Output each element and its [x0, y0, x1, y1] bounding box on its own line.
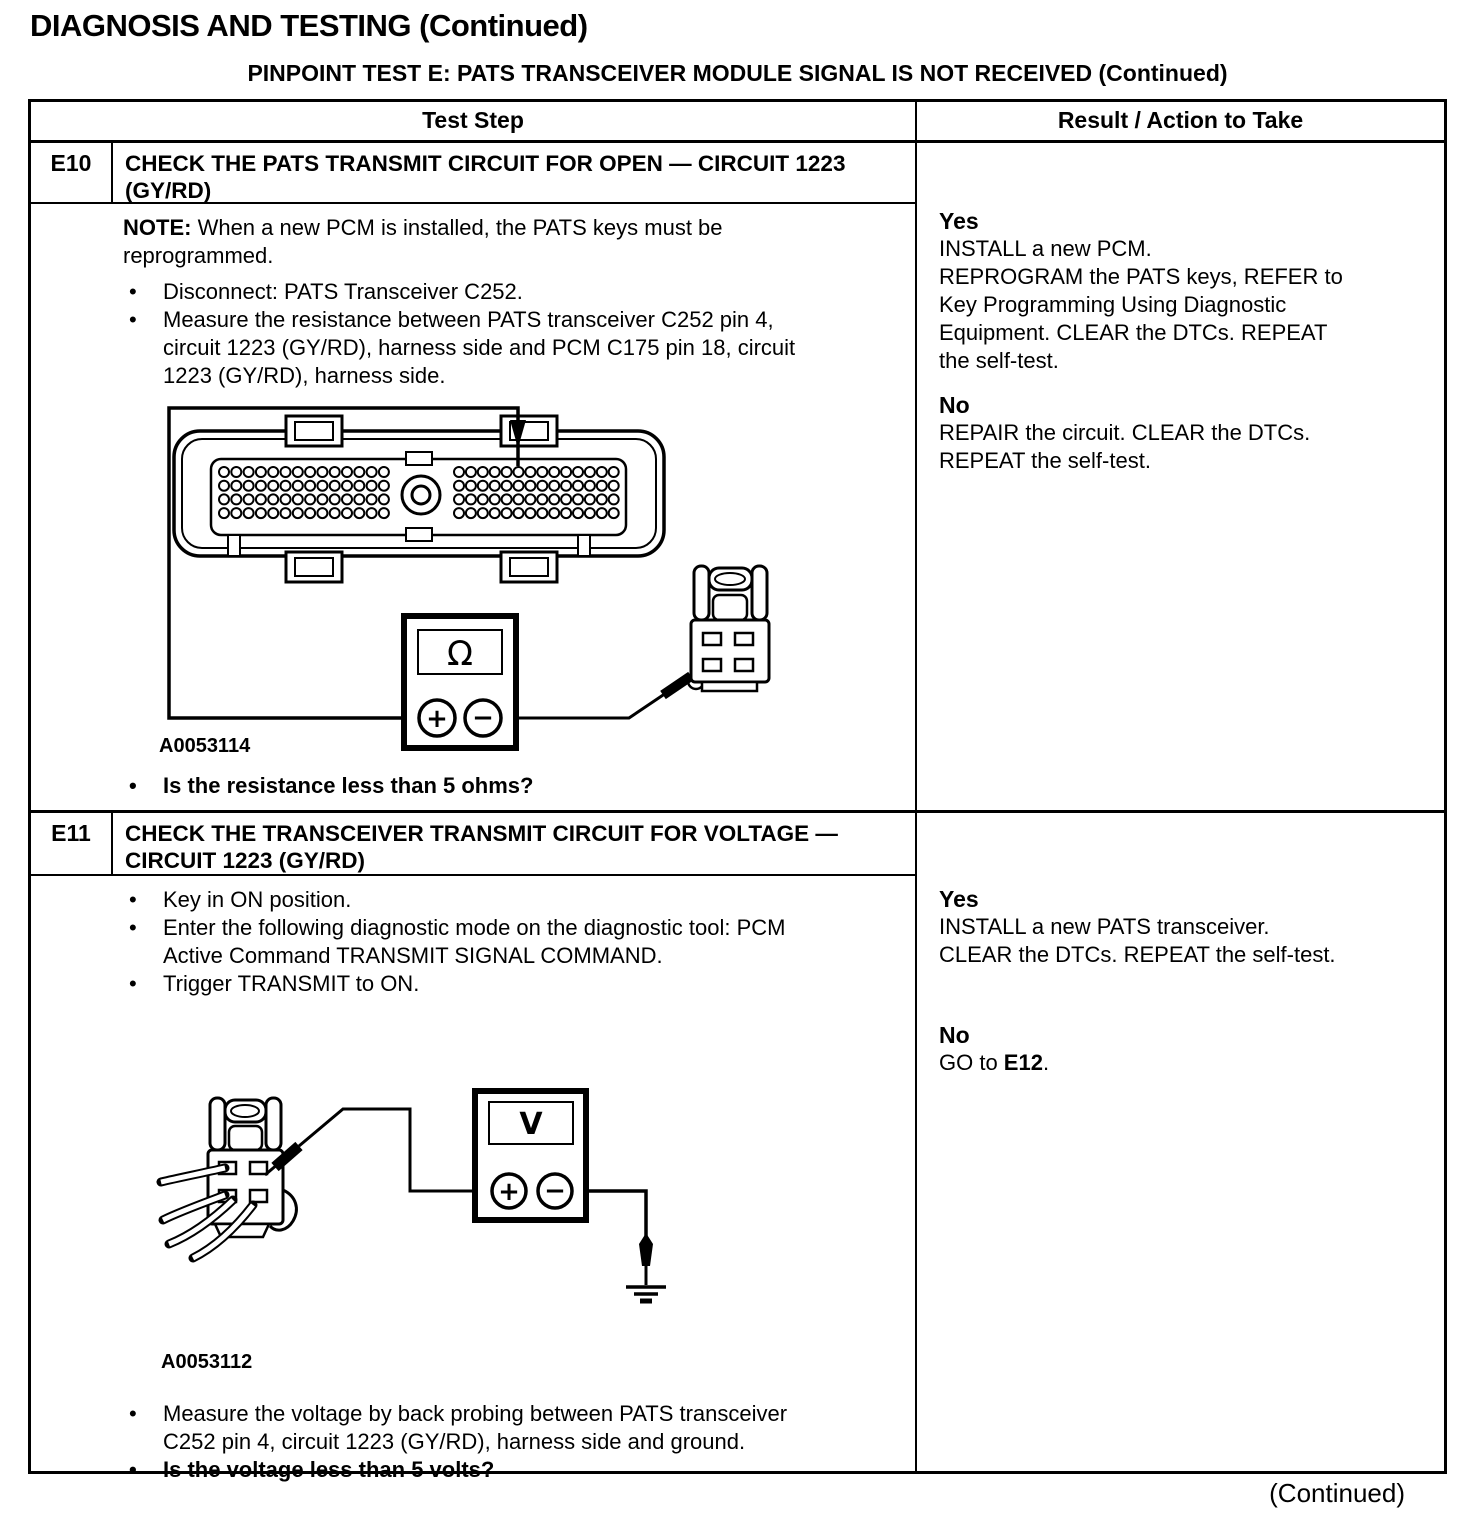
- yes-label: Yes: [939, 208, 979, 234]
- step-title: CHECK THE PATS TRANSMIT CIRCUIT FOR OPEN — CIRCUIT 1223 (GY/RD): [125, 151, 846, 203]
- list-item: • Enter the following diagnostic mode on the diagnostic tool: PCM Active Command TRANSMIT SIGNAL COMMAND.: [123, 914, 835, 970]
- svg-text:−: −: [472, 703, 494, 733]
- svg-text:−: −: [544, 1176, 566, 1206]
- go-to-step: E12: [1003, 1050, 1043, 1075]
- bullet-icon: •: [129, 279, 137, 304]
- no-action-line: GO to E12.: [939, 1050, 1050, 1075]
- bullet-list: [123, 278, 835, 390]
- no-action-line: REPAIR the circuit. CLEAR the DTCs.: [939, 420, 1311, 445]
- step-id: E11: [31, 813, 113, 874]
- col-header-result: Result / Action to Take: [1057, 107, 1304, 133]
- bullet-icon: •: [129, 915, 137, 940]
- yes-action-line: REPROGRAM the PATS keys, REFER to: [939, 264, 1343, 289]
- no-action-line: REPEAT the self-test.: [939, 448, 1151, 473]
- yes-action-line: INSTALL a new PCM.: [939, 236, 1152, 261]
- col-header-test-step: Test Step: [31, 102, 917, 140]
- note-text: When a new PCM is installed, the PATS keys must be reprogrammed.: [123, 215, 723, 268]
- step-header-e10: [31, 143, 915, 204]
- yes-action-line: CLEAR the DTCs. REPEAT the self-test.: [939, 942, 1336, 967]
- pcm-connector: [174, 416, 664, 582]
- pats-connector: [691, 566, 769, 691]
- svg-text:+: +: [498, 1177, 520, 1207]
- result-cell-e10: [917, 143, 1444, 810]
- table-header-row: [31, 102, 1444, 143]
- no-label: No: [939, 392, 970, 418]
- yes-label: Yes: [939, 886, 979, 912]
- yes-action-line: INSTALL a new PATS transceiver.: [939, 914, 1270, 939]
- list-item: • Key in ON position.: [123, 886, 835, 914]
- page-title: DIAGNOSIS AND TESTING (Continued): [30, 8, 588, 43]
- yes-action-line: Key Programming Using Diagnostic: [939, 292, 1287, 317]
- voltmeter: [475, 1091, 586, 1220]
- step-title: CHECK THE TRANSCEIVER TRANSMIT CIRCUIT FOR VOLTAGE — CIRCUIT 1223 (GY/RD): [125, 821, 838, 873]
- step-body-e11: [31, 876, 915, 1484]
- bullet-list: [123, 886, 835, 998]
- page-footer: (Continued): [1269, 1478, 1405, 1508]
- bullet-icon: •: [129, 1401, 137, 1426]
- step-body-e10: [31, 204, 915, 810]
- ohmmeter: [404, 616, 516, 748]
- pcm-ohmmeter-diagram: [151, 396, 811, 766]
- note-paragraph: [123, 214, 835, 270]
- bullet-icon: •: [129, 887, 137, 912]
- ground-symbol: [626, 1287, 666, 1301]
- ohm-symbol: Ω: [447, 634, 473, 674]
- pinpoint-test-title: PINPOINT TEST E: PATS TRANSCEIVER MODULE SIGNAL IS NOT RECEIVED (Continued): [247, 60, 1228, 86]
- yes-action-line: the self-test.: [939, 348, 1059, 373]
- volt-symbol: V: [519, 1107, 543, 1142]
- question-item: • Is the resistance less than 5 ohms?: [123, 772, 835, 800]
- figure-label: A0053112: [161, 1351, 253, 1373]
- bullet-icon: •: [129, 307, 137, 332]
- yes-action-line: Equipment. CLEAR the DTCs. REPEAT: [939, 320, 1328, 345]
- step-section-e11: [31, 810, 1444, 1482]
- bullet-icon: •: [129, 773, 137, 798]
- bullet-icon: •: [129, 1457, 137, 1482]
- ground-probe: [639, 1233, 653, 1266]
- list-item: • Trigger TRANSMIT to ON.: [123, 970, 835, 998]
- voltmeter-ground-diagram: [153, 1078, 713, 1378]
- list-item: • Measure the voltage by back probing between PATS transceiver C252 pin 4, circuit 1223 (GY/RD), harness side and ground.: [123, 1400, 835, 1456]
- step-header-e11: [31, 813, 915, 876]
- step-section-e10: [31, 143, 1444, 810]
- svg-text:+: +: [426, 704, 448, 734]
- question-list: [123, 772, 835, 800]
- post-bullet-list: [123, 1400, 835, 1484]
- note-label: NOTE:: [123, 215, 192, 240]
- figure-label: A0053114: [159, 735, 251, 757]
- pinpoint-test-table: [28, 99, 1447, 1482]
- list-item: • Measure the resistance between PATS transceiver C252 pin 4, circuit 1223 (GY/RD), harness side and PCM C175 pin 18, circuit 1223 (GY/RD), harness side.: [123, 306, 835, 390]
- list-item: • Disconnect: PATS Transceiver C252.: [123, 278, 835, 306]
- step-id: E10: [31, 143, 113, 202]
- no-label: No: [939, 1022, 970, 1048]
- result-cell-e11: [917, 813, 1444, 1471]
- bullet-icon: •: [129, 971, 137, 996]
- question-item: • Is the voltage less than 5 volts?: [123, 1456, 835, 1484]
